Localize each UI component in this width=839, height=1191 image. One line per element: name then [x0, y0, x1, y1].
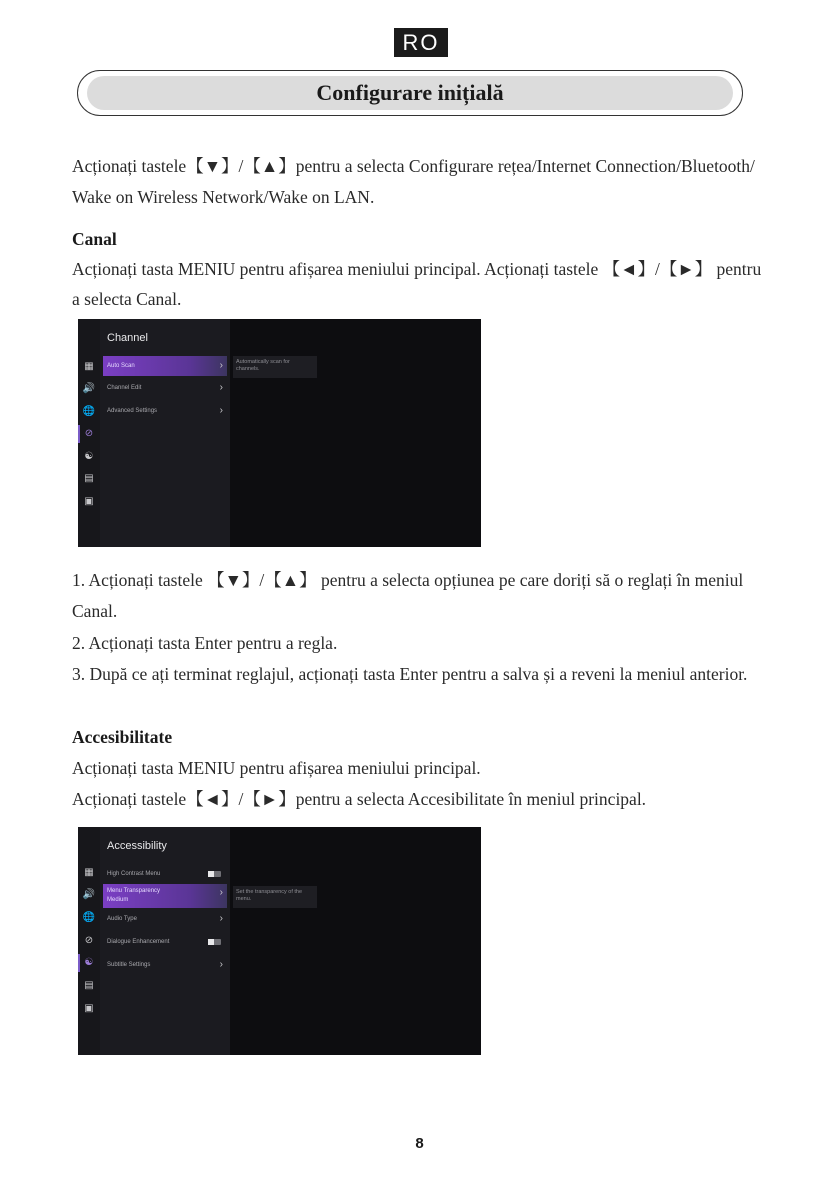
- item-description: Set the transparency of the menu.: [233, 886, 317, 908]
- toggle-switch[interactable]: [208, 939, 221, 945]
- accesibilitate-heading: Accesibilitate: [72, 727, 173, 747]
- channel-icon: ⊘: [84, 428, 94, 439]
- channel-menu-screenshot: [78, 319, 481, 547]
- menu-item-label: Audio Type: [107, 916, 137, 922]
- active-indicator: [78, 425, 80, 443]
- active-indicator: [78, 954, 80, 972]
- chevron-right-icon: ›: [219, 405, 223, 416]
- language-badge: RO: [394, 28, 448, 57]
- step-1-line-2: Canal.: [72, 601, 118, 621]
- menu-item-subtitle-settings[interactable]: [103, 955, 227, 975]
- network-icon: 🌐: [82, 406, 96, 417]
- item-description: Automatically scan for channels.: [233, 356, 317, 378]
- sound-icon: 🔊: [82, 889, 96, 900]
- support-icon: ▣: [84, 496, 94, 507]
- chevron-right-icon: ›: [219, 913, 223, 924]
- accesibilitate-line-1: Acționați tasta MENIU pentru afișarea meniului principal.: [72, 758, 481, 778]
- picture-icon: ▦: [84, 867, 94, 878]
- menu-title: Accessibility: [107, 840, 167, 852]
- chevron-right-icon: ›: [219, 887, 223, 898]
- canal-line-1: Acționați tasta MENIU pentru afișarea meniului principal. Acționați tastele 【◄】/【►】 pentru: [72, 259, 762, 279]
- intro-line-1: Acționați tastele【▼】/【▲】pentru a selecta Configurare rețea/Internet Connection/Bluetooth/: [72, 156, 755, 176]
- canal-line-2: a selecta Canal.: [72, 289, 182, 309]
- menu-item-advanced-settings[interactable]: [103, 401, 227, 421]
- network-icon: 🌐: [82, 912, 96, 923]
- page-title: Configurare inițială: [87, 76, 733, 110]
- menu-item-audio-type[interactable]: [103, 909, 227, 929]
- accessibility-icon: ☯: [84, 957, 94, 968]
- system-icon: ▤: [84, 473, 94, 484]
- page-number: 8: [415, 1135, 424, 1152]
- intro-line-2: Wake on Wireless Network/Wake on LAN.: [72, 187, 375, 207]
- accesibilitate-line-2: Acționați tastele【◄】/【►】pentru a selecta Accesibilitate în meniul principal.: [72, 789, 647, 809]
- picture-icon: ▦: [84, 361, 94, 372]
- step-3: 3. După ce ați terminat reglajul, acționați tasta Enter pentru a salva și a reveni la meniul anterior.: [72, 664, 748, 684]
- menu-item-dialogue-enhancement[interactable]: [103, 932, 227, 952]
- menu-item-menu-transparency[interactable]: [103, 884, 227, 908]
- chevron-right-icon: ›: [219, 360, 223, 371]
- menu-item-label: Channel Edit: [107, 385, 142, 391]
- channel-icon: ⊘: [84, 935, 94, 946]
- menu-item-high-contrast[interactable]: [103, 864, 227, 884]
- step-2: 2. Acționați tasta Enter pentru a regla.: [72, 633, 338, 653]
- menu-item-label: Menu Transparency: [107, 888, 161, 894]
- system-icon: ▤: [84, 980, 94, 991]
- menu-item-value: Medium: [107, 897, 129, 903]
- menu-item-channel-edit[interactable]: [103, 378, 227, 398]
- accessibility-icon: ☯: [84, 451, 94, 462]
- sound-icon: 🔊: [82, 383, 96, 394]
- canal-heading: Canal: [72, 229, 117, 249]
- menu-item-label: Advanced Settings: [107, 408, 158, 414]
- menu-item-label: Subtitle Settings: [107, 962, 151, 968]
- menu-item-label: High Contrast Menu: [107, 871, 161, 877]
- menu-panel: [78, 319, 230, 547]
- menu-item-label: Dialogue Enhancement: [107, 939, 170, 945]
- menu-title: Channel: [107, 332, 148, 344]
- chevron-right-icon: ›: [219, 959, 223, 970]
- chevron-right-icon: ›: [219, 382, 223, 393]
- support-icon: ▣: [84, 1003, 94, 1014]
- menu-item-auto-scan[interactable]: [103, 356, 227, 376]
- menu-item-label: Auto Scan: [107, 363, 135, 369]
- accessibility-menu-screenshot: [78, 827, 481, 1055]
- toggle-switch[interactable]: [208, 871, 221, 877]
- step-1-line-1: 1. Acționați tastele 【▼】/【▲】 pentru a selecta opțiunea pe care doriți să o reglați în meniul: [72, 570, 744, 590]
- section-title-frame: [77, 70, 743, 116]
